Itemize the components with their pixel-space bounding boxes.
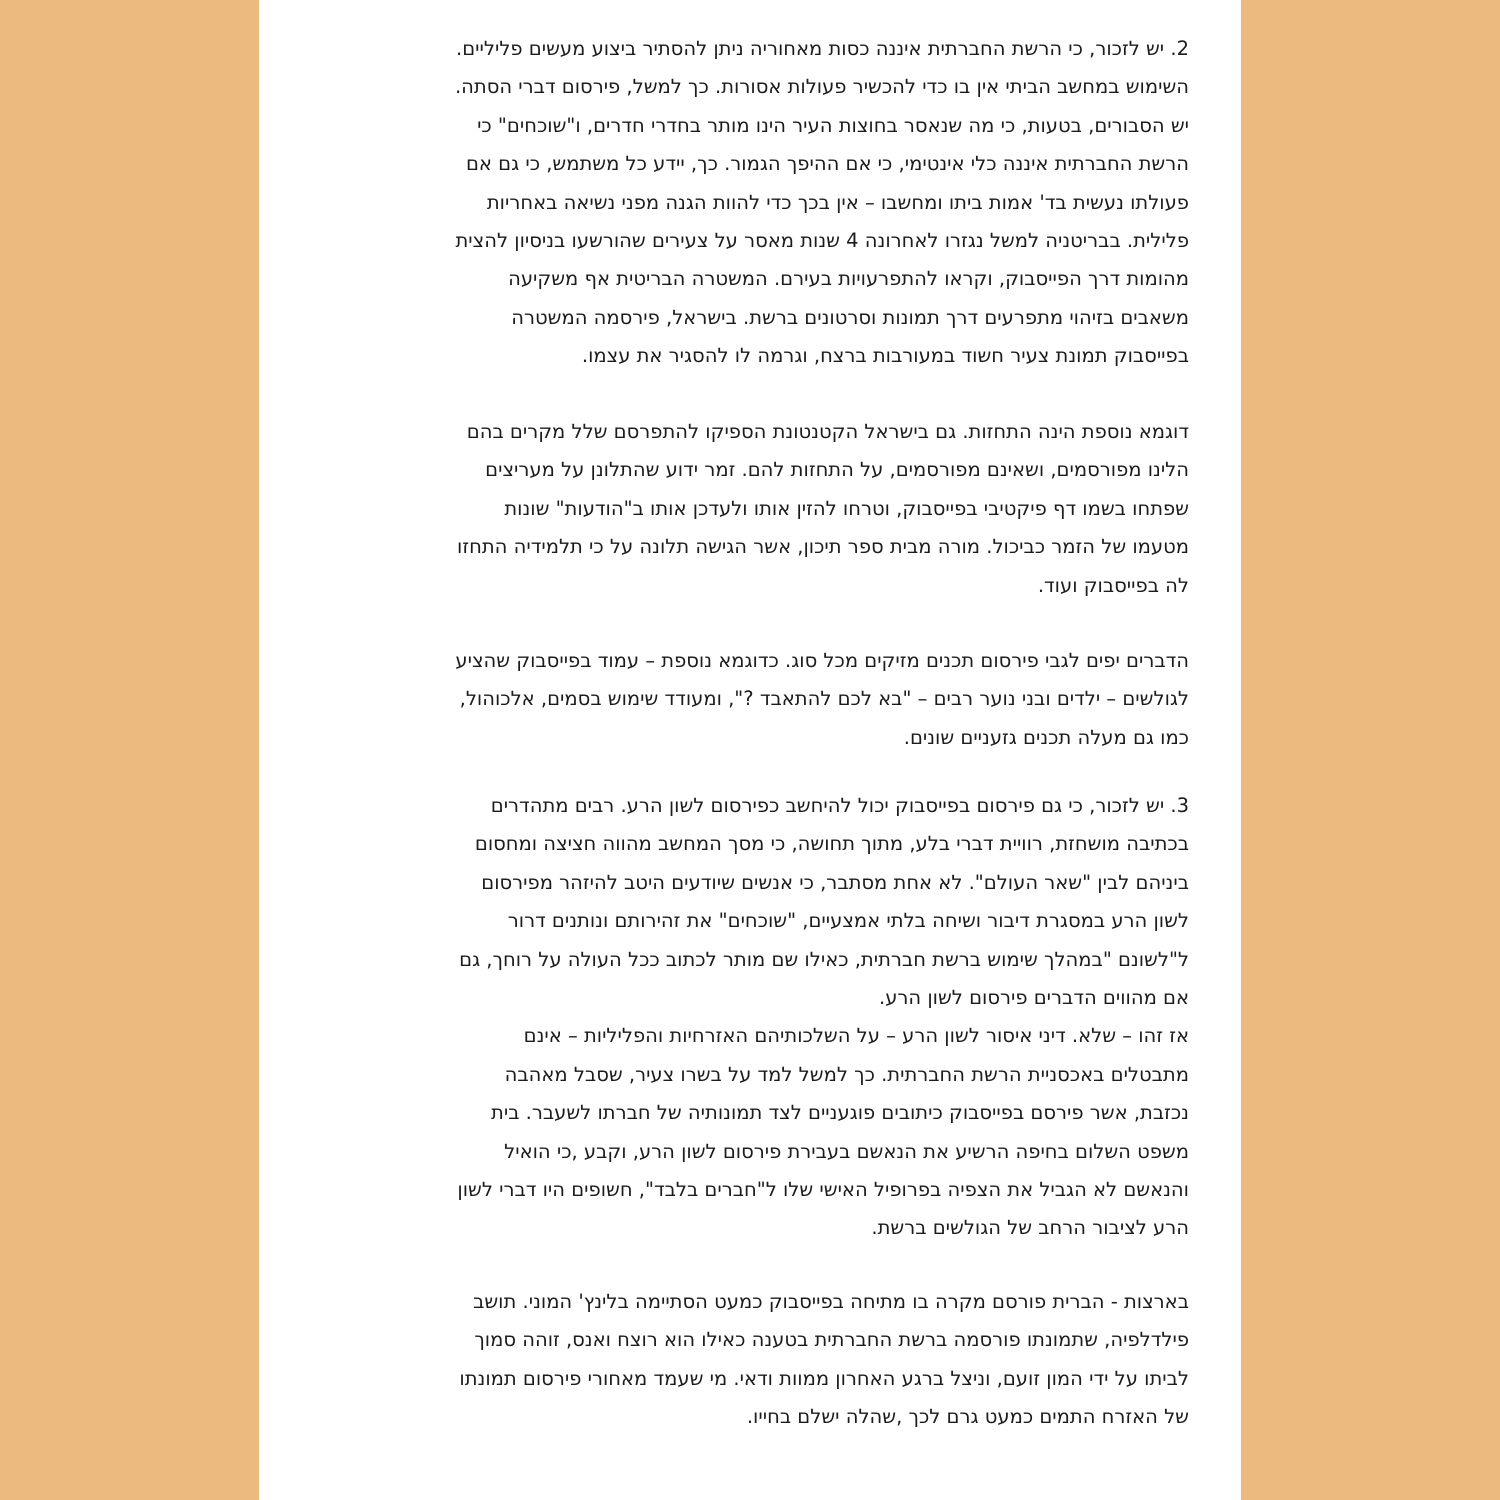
text-line: פעולתו נעשית בד' אמות ביתו ומחשבו – אין בכך כדי להוות הגנה מפני נשיאה באחריות (486, 190, 1189, 214)
paragraph-5 (315, 1283, 1189, 1437)
text-line: הדברים יפים לגבי פירסום תכנים מזיקים מכל סוג. כדוגמא נוספת – עמוד בפייסבוק שהציע (455, 649, 1189, 672)
text-line: מהומות דרך הפייסבוק, וקראו להתפרעויות בעירם. המשטרה הבריטית אף משקיעה (508, 267, 1189, 291)
text-line: פלילית. בבריטניה למשל נגזרו לאחרונה 4 שנות מאסר על צעירים שהורשעו בניסיון להצית (455, 229, 1189, 253)
text-line: ל"לשונם "במהלך שימוש ברשת חברתית, כאילו שם מותר לכתוב ככל העולה על רוחך, גם (459, 947, 1189, 971)
text-line: דוגמא נוספת הינה התחזות. גם בישראל הקטנטונת הספיקו להתפרסם שלל מקרים בהם (466, 420, 1189, 443)
text-line: מטעמו של הזמר כביכול. מורה מבית ספר תיכון, אשר הגישה תלונה על כי תלמידיה התחזו (457, 535, 1189, 559)
text-line: הרע לציבור הרחב של הגולשים ברשת. (871, 1216, 1189, 1240)
text-line: משפט השלום בחיפה הרשיע את הנאשם בעבירת פירסום לשון הרע, וקבע ,כי הואיל (504, 1139, 1189, 1163)
text-line: בארצות - הברית פורסם מקרה בו מתיחה בפייסבוק כמעט הסתיימה בלינץ' המוני. תושב (473, 1290, 1189, 1313)
text-line: בכתיבה מושחזת, רוויית דברי בלע, מתוך תחושה, כי מסך המחשב מהווה חציצה ומחסום (474, 832, 1189, 856)
paragraph-4 (315, 787, 1189, 1248)
text-line: אם מהווים הדברים פירסום לשון הרע. (879, 986, 1189, 1010)
text-line: 3. יש לזכור, כי גם פירסום בפייסבוק יכול להיחשב כפירסום לשון הרע. רבים מתהדרים (490, 794, 1189, 817)
text-line: נכזבת, אשר פירסם בפייסבוק כיתובים פוגעניים לצד תמונותיה של חברתו לשעבר. בית (491, 1101, 1189, 1125)
text-line: לה בפייסבוק ועוד. (1037, 573, 1189, 597)
paragraph-3 (315, 642, 1189, 757)
text-line: הלינו מפורסמים, ושאינם מפורסמים, על התחזות להם. זמר ידוע שהתלונן על מעריצים (485, 458, 1189, 482)
text-line: לגולשים – ילדים ובני נוער רבים – "בא לכם להתאבד ?", ומעודד שימוש בסמים, אלכוהול, (459, 687, 1189, 711)
text-line: והנאשם לא הגביל את הצפיה בפרופיל האישי שלו ל"חברים בלבד", חשופים היו דברי לשון (457, 1178, 1189, 1202)
text-line: פילדלפיה, שתמונתו פורסמה ברשת החברתית בטענה כאילו הוא רוצח ואנס, זוהה סמוך (474, 1328, 1189, 1352)
text-line: השימוש במחשב הביתי אין בו כדי להכשיר פעולות אסורות. כך למשל, פירסום דברי הסתה. (454, 75, 1189, 99)
text-line: הרשת החברתית איננה כלי אינטימי, כי אם ההיפך הגמור. כך, יידע כל משתמש, כי גם אם (465, 152, 1189, 176)
text-line: לביתו על ידי המון זועם, וניצל ברגע האחרון ממוות ודאי. מי שעמד מאחורי פירסום תמונתו (459, 1366, 1189, 1390)
text-line: ביניהם לבין "שאר העולם". לא אחת מסתבר, כי אנשים שיודעים היטב להיזהר מפירסום (481, 870, 1189, 894)
text-line: 2. יש לזכור, כי הרשת החברתית איננה כסות מאחוריה ניתן להסתיר ביצוע מעשים פליליים. (456, 37, 1189, 60)
text-line: אז זהו – שלא. דיני איסור לשון הרע – על השלכותיהם האזרחיות והפליליות – אינם (523, 1024, 1189, 1048)
text-line: לשון הרע במסגרת דיבור ושיחה בלתי אמצעיים, "שוכחים" את זהירותם ונותנים דרור (507, 909, 1189, 933)
text-line: יש הסבורים, בטעות, כי מה שנאסר בחוצות העיר הינו מותר בחדרי חדרים, ו"שוכחים" כי (477, 113, 1189, 137)
paragraph-1 (315, 30, 1189, 376)
paragraph-2 (315, 413, 1189, 605)
text-line: של האזרח התמים כמעט גרם לכך ,שהלה ישלם בחייו. (746, 1405, 1189, 1429)
text-line: כמו גם מעלה תכנים גזעניים שונים. (903, 725, 1189, 749)
text-line: שפתחו בשמו דף פיקטיבי בפייסבוק, וטרחו להזין אותו ולעדכן אותו ב"הודעות" שונות (504, 496, 1189, 520)
document-page (259, 0, 1241, 1500)
text-line: משאבים בזיהוי מתפרעים דרך תמונות וסרטונים ברשת. בישראל, פירסמה המשטרה (511, 305, 1189, 329)
text-line: בפייסבוק תמונת צעיר חשוד במעורבות ברצח, וגרמה לו להסגיר את עצמו. (581, 344, 1189, 368)
text-line: מתבטלים באכסניית הרשת החברתית. כך למשל למד על בשרו צעיר, שסבל מאהבה (504, 1062, 1189, 1086)
